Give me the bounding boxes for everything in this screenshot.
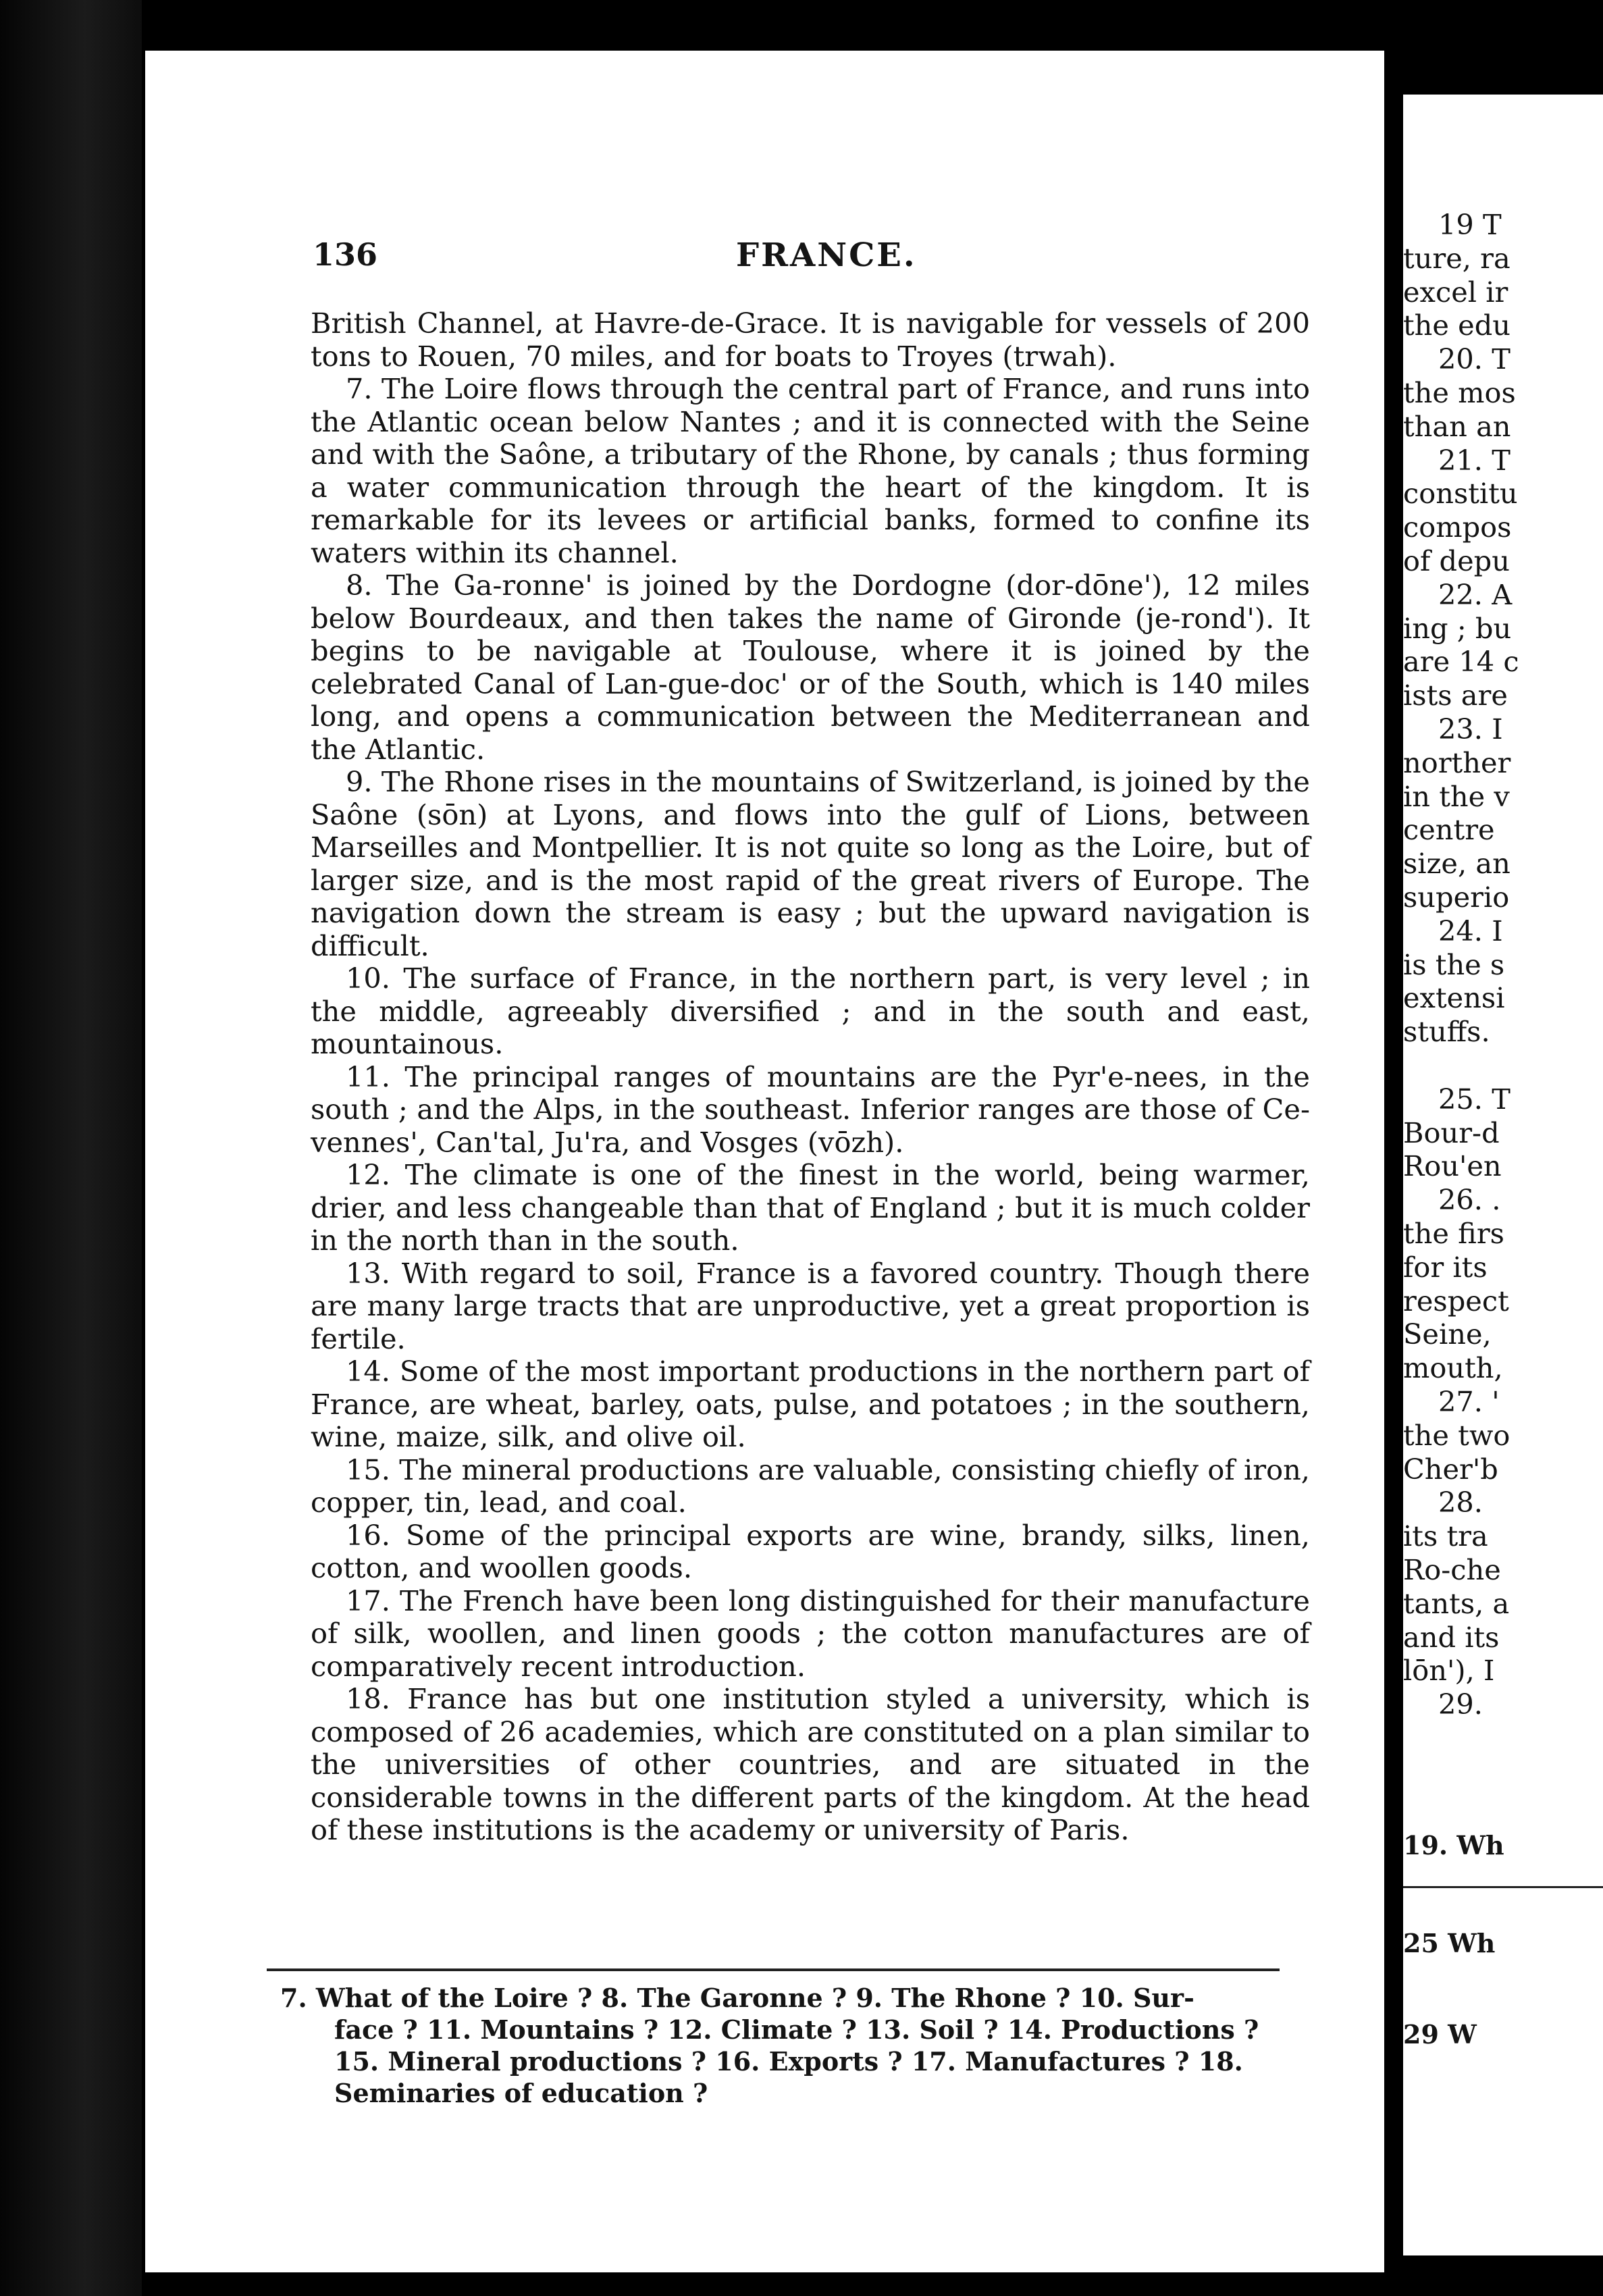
next-page-line: extensi	[1403, 981, 1505, 1015]
footer-question-line: 15. Mineral productions ? 16. Exports ? 17. Manufactures ? 18.	[334, 2046, 1243, 2077]
next-page-rule	[1403, 1886, 1603, 1888]
next-page-line: tants, a	[1403, 1586, 1510, 1620]
next-page-line: Seine,	[1403, 1317, 1492, 1351]
page-number: 136	[313, 236, 378, 273]
next-page-fragment	[1403, 95, 1603, 2255]
next-page-line: and its	[1403, 1620, 1500, 1654]
next-page-line: Rou'en	[1403, 1149, 1502, 1183]
book-gutter	[1384, 0, 1403, 2296]
next-page-question: 29 W	[1403, 2019, 1477, 2050]
paragraph-cont: British Channel, at Havre-de-Grace. It is navigable for vessels of 200 tons to Rouen, 70 miles, and for boats to Troyes (trwah).	[311, 307, 1310, 373]
next-page-line: the edu	[1403, 309, 1511, 342]
next-page-line: 19 T	[1438, 208, 1502, 241]
next-page-line: than an	[1403, 409, 1511, 443]
next-page-line: ture, ra	[1403, 241, 1510, 275]
next-page-line: 29.	[1438, 1688, 1483, 1721]
next-page-line: Ro-che	[1403, 1553, 1501, 1586]
page-title: FRANCE.	[736, 236, 917, 274]
scan-speck	[699, 16, 703, 20]
next-page-line: stuffs.	[1403, 1015, 1490, 1049]
next-page-line: the firs	[1403, 1217, 1504, 1250]
next-page-line: its tra	[1403, 1519, 1488, 1553]
next-page-line: mouth,	[1403, 1351, 1503, 1385]
next-page-line: 26. .	[1438, 1183, 1501, 1217]
next-page-line: 28.	[1438, 1486, 1483, 1519]
next-page-line: norther	[1403, 746, 1511, 779]
next-page-line: in the v	[1403, 779, 1510, 813]
next-page-line: 25. T	[1438, 1082, 1510, 1116]
next-page-line: constitu	[1403, 477, 1518, 511]
next-page-line: size, an	[1403, 847, 1510, 881]
next-page-line: compos	[1403, 511, 1512, 544]
paragraph-18: 18. France has but one institution styled a university, which is composed of 26 academies, which are constituted on a plan similar to the universities of other countries, and are situated in the considerable towns in the different parts of the kingdom. At the head of these institutions is the academy or university of Paris.	[311, 1682, 1310, 1846]
next-page-line: centre	[1403, 813, 1495, 847]
next-page-line: lōn'), I	[1403, 1654, 1495, 1688]
footer-question-line: Seminaries of education ?	[334, 2078, 708, 2108]
next-page-line: ists are	[1403, 679, 1508, 712]
next-page-line: the mos	[1403, 376, 1516, 409]
next-page-line: are 14 c	[1403, 645, 1519, 679]
paragraph-7: 7. The Loire flows through the central part of France, and runs into the Atlantic ocean below Nantes ; and it is connected with the Seine and with the Saône, a tributary of the Rhone, by canals ; thus forming a water communication through the heart of the kingdom. It is remarkable for its levees or artificial banks, formed to confine its waters within its channel.	[311, 372, 1310, 569]
paragraph-14: 14. Some of the most important productions in the northern part of France, are wheat, barley, oats, pulse, and potatoes ; in the southern, wine, maize, silk, and olive oil.	[311, 1355, 1310, 1453]
paragraph-15: 15. The mineral productions are valuable, consisting chiefly of iron, copper, tin, lead, and coal.	[311, 1453, 1310, 1519]
next-page-line: 20. T	[1438, 342, 1510, 376]
footer-question-line: 7. What of the Loire ? 8. The Garonne ? 9. The Rhone ? 10. Sur-	[280, 1983, 1194, 2013]
paragraph-12: 12. The climate is one of the finest in the world, being warmer, drier, and less changeable than that of England ; but it is much colder in the north than in the south.	[311, 1158, 1310, 1257]
next-page-line: ing ; bu	[1403, 611, 1512, 645]
next-page-question: 19. Wh	[1403, 1830, 1504, 1860]
paragraph-10: 10. The surface of France, in the northern part, is very level ; in the middle, agreeably diversified ; and in the south and east, mountainous.	[311, 962, 1310, 1060]
footer-rule	[267, 1968, 1280, 1971]
footer-question-line: face ? 11. Mountains ? 12. Climate ? 13. Soil ? 14. Productions ?	[334, 2014, 1259, 2045]
next-page-line: of depu	[1403, 544, 1510, 577]
next-page-line: 23. I	[1438, 712, 1503, 746]
next-page-question: 25 Wh	[1403, 1928, 1496, 1958]
paragraph-16: 16. Some of the principal exports are wine, brandy, silks, linen, cotton, and woollen goods.	[311, 1518, 1310, 1584]
next-page-line: 27. '	[1438, 1385, 1500, 1418]
next-page-line: the two	[1403, 1418, 1510, 1452]
paragraph-13: 13. With regard to soil, France is a favored country. Though there are many large tracts that are unproductive, yet a great proportion is fertile.	[311, 1256, 1310, 1355]
next-page-line: is the s	[1403, 947, 1505, 981]
next-page-line: excel ir	[1403, 275, 1508, 309]
next-page-line: respect	[1403, 1284, 1509, 1317]
paragraph-11: 11. The principal ranges of mountains are the Pyr'e-nees, in the south ; and the Alps, in the southeast. Inferior ranges are those of Ce-vennes', Can'tal, Ju'ra, and Vosges (vōzh).	[311, 1060, 1310, 1159]
next-page-line: Bour-d	[1403, 1116, 1500, 1149]
next-page-line: 24. I	[1438, 914, 1503, 947]
next-page-line: superio	[1403, 881, 1510, 914]
footer-questions	[280, 1982, 1280, 2109]
paragraph-9: 9. The Rhone rises in the mountains of Switzerland, is joined by the Saône (sōn) at Lyons, and flows into the gulf of Lions, between Marseilles and Montpellier. It is not quite so long as the Loire, but of larger size, and is the most rapid of the great rivers of Europe. The navigation down the stream is easy ; but the upward navigation is difficult.	[311, 765, 1310, 962]
paragraph-17: 17. The French have been long distinguished for their manufacture of silk, woollen, and linen goods ; the cotton manufactures are of comparatively recent introduction.	[311, 1584, 1310, 1683]
body-text	[311, 307, 1310, 1847]
next-page-line: for its	[1403, 1250, 1488, 1284]
next-page-line: 22. A	[1438, 577, 1513, 611]
next-page-line: Cher'b	[1403, 1452, 1498, 1486]
next-page-line: 21. T	[1438, 443, 1510, 477]
paragraph-8: 8. The Ga-ronne' is joined by the Dordogne (dor-dōne'), 12 miles below Bourdeaux, and then takes the name of Gironde (je-rond'). It begins to be navigable at Toulouse, where it is joined by the celebrated Canal of Lan-gue-doc' or of the South, which is 140 miles long, and opens a communication between the Mediterranean and the Atlantic.	[311, 569, 1310, 766]
book-binding-edge	[0, 0, 142, 2296]
